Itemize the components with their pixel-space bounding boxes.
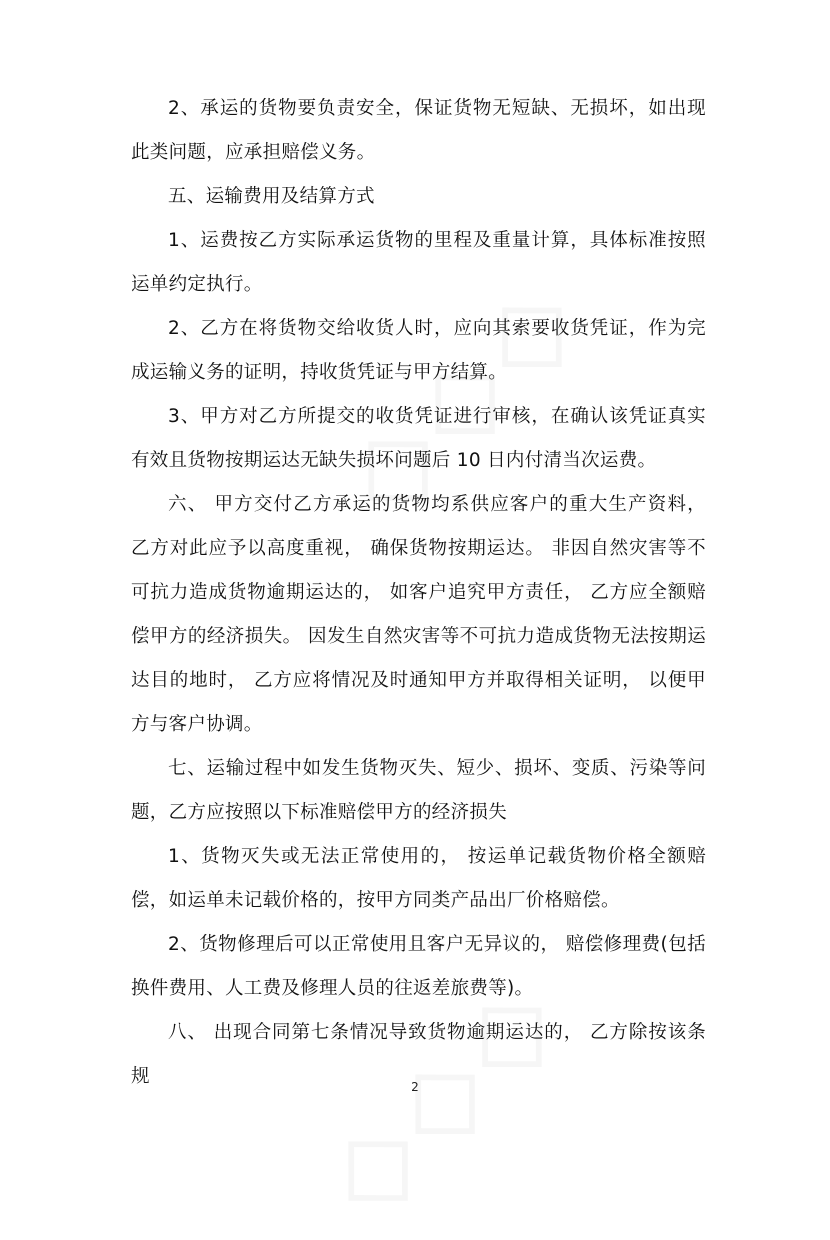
paragraph-repair-compensation: 2、货物修理后可以正常使用且客户无异议的， 赔偿修理费(包括换件费用、人工费及修理人员的往返差旅费等)。	[131, 934, 706, 999]
paragraph-loss-compensation: 1、货物灭失或无法正常使用的， 按运单记载货物价格全额赔偿，如运单未记载价格的，按甲方同类产品出厂价格赔偿。	[131, 846, 706, 911]
section-seven-paragraph: 七、运输过程中如发生货物灭失、短少、损坏、变质、污染等问题，乙方应按照以下标准赔偿甲方的经济损失	[131, 758, 706, 823]
page-number: 2	[411, 1080, 419, 1094]
section-eight-paragraph: 八、 出现合同第七条情况导致货物逾期运达的， 乙方除按该条规	[131, 1022, 706, 1087]
section-heading-transport-fees: 五、运输费用及结算方式	[168, 186, 375, 207]
section-six-paragraph: 六、 甲方交付乙方承运的货物均系供应客户的重大生产资料， 乙方对此应予以高度重视， 确保货物按期运达。 非因自然灾害等不可抗力造成货物逾期运达的， 如客户追究甲方责任， 乙方应全额赔偿甲方的经济损失。 因发生自然灾害等不可抗力造成货物无法按期运达目的地时， 乙方应将情况及时通知甲方并取得相关证明， 以便甲方与客户协调。	[131, 494, 706, 735]
paragraph-voucher-review: 3、甲方对乙方所提交的收货凭证进行审核，在确认该凭证真实有效且货物按期运达无缺失损坏问题后 10 日内付清当次运费。	[131, 406, 706, 471]
paragraph-freight-calculation: 1、运费按乙方实际承运货物的里程及重量计算，具体标准按照运单约定执行。	[131, 230, 706, 295]
paragraph-receipt-voucher: 2、乙方在将货物交给收货人时，应向其索要收货凭证，作为完成运输义务的证明，持收货凭证与甲方结算。	[131, 318, 706, 383]
paragraph-cargo-safety: 2、承运的货物要负责安全，保证货物无短缺、无损坏，如出现此类问题，应承担赔偿义务。	[131, 98, 706, 163]
